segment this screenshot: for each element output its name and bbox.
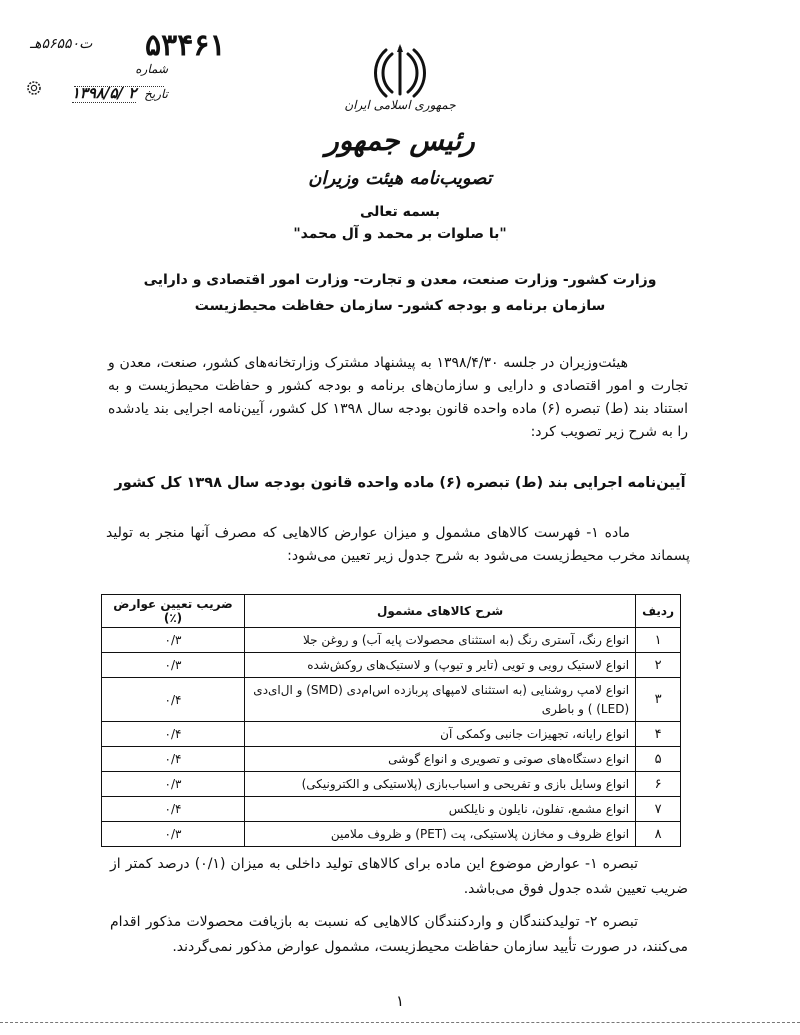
reference-code: ت۵۶۵۵۰هـ xyxy=(30,36,93,52)
table-row xyxy=(102,772,681,797)
table-row xyxy=(102,722,681,747)
row-number: ۴ xyxy=(636,722,681,747)
recipients-line-2: سازمان برنامه و بودجه کشور- سازمان حفاظت محیط‌زیست xyxy=(194,298,606,314)
row-number: ۷ xyxy=(636,797,681,822)
header-row-number: ردیف xyxy=(636,595,681,628)
row-number: ۵ xyxy=(636,747,681,772)
letter-number: ۵۳۴۶۱ xyxy=(145,28,226,63)
row-description: انواع لاستیک رویی و تویی (تایر و تیوپ) و لاستیک‌های روکش‌شده xyxy=(245,653,636,678)
emblem-icon xyxy=(370,44,430,100)
basmala: بسمه تعالی xyxy=(359,204,441,220)
row-number: ۸ xyxy=(636,822,681,847)
table-row xyxy=(102,628,681,653)
row-description: انواع وسایل بازی و تفریحی و اسباب‌بازی (پلاستیکی و الکترونیکی) xyxy=(245,772,636,797)
row-rate: ۰/۳ xyxy=(102,822,245,847)
article-1: ماده ۱- فهرست کالاهای مشمول و میزان عوارض کالاهایی که مصرف آنها منجر به تولید پسماند مخرب محیط‌زیست می‌شود به شرح جدول زیر تعیین می‌شود: xyxy=(106,525,690,564)
row-rate: ۰/۴ xyxy=(102,747,245,772)
row-description: انواع رایانه، تجهیزات جانبی وکمکی آن xyxy=(245,722,636,747)
note-2: تبصره ۲- تولیدکنندگان و واردکنندگان کالاهایی که نسبت به بازیافت محصولات مذکور اقدام می‌کنند، در صورت تأیید سازمان حفاظت محیط‌زیست، مشمول عوارض مذکور نمی‌گردند. xyxy=(110,914,688,955)
row-description: انواع لامپ روشنایی (به استثنای لامپهای پربازده اس‌ام‌دی (SMD) و ال‌ای‌دی (LED) ) و باطری xyxy=(245,678,636,722)
seal-icon xyxy=(26,80,42,96)
row-rate: ۰/۳ xyxy=(102,653,245,678)
intro-paragraph: هیئت‌وزیران در جلسه ۱۳۹۸/۴/۳۰ به پیشنهاد مشترک وزارتخانه‌های کشور، صنعت، معدن و تجارت و امور اقتصادی و دارایی و سازمان‌های برنامه و بودجه کشور و حفاظت محیط‌زیست و به استناد بند (ط) تبصره (۶) ماده واحده قانون بودجه سال ۱۳۹۸ کل کشور، آیین‌نامه اجرایی بند یادشده را به شرح زیر تصویب کرد: xyxy=(108,355,688,440)
row-description: انواع رنگ، آستری رنگ (به استثنای محصولات پایه آب) و روغن جلا xyxy=(245,628,636,653)
scan-edge-divider xyxy=(0,1022,800,1023)
row-rate: ۰/۴ xyxy=(102,722,245,747)
row-rate: ۰/۳ xyxy=(102,772,245,797)
row-number: ۱ xyxy=(636,628,681,653)
regulation-title: آیین‌نامه اجرایی بند (ط) تبصره (۶) ماده واحده قانون بودجه سال ۱۳۹۸ کل کشور xyxy=(114,475,686,491)
goods-table xyxy=(101,594,681,847)
table-row xyxy=(102,678,681,722)
table-row xyxy=(102,653,681,678)
row-description: انواع ظروف و مخازن پلاستیکی، پت (PET) و ظروف ملامین xyxy=(245,822,636,847)
table-header-row xyxy=(102,595,681,628)
row-rate: ۰/۴ xyxy=(102,797,245,822)
row-rate: ۰/۴ xyxy=(102,678,245,722)
header-description: شرح کالاهای مشمول xyxy=(245,595,636,628)
row-number: ۳ xyxy=(636,678,681,722)
note-1: تبصره ۱- عوارض موضوع این ماده برای کالاهای تولید داخلی به میزان (۰/۱) درصد کمتر از ضریب تعیین شده جدول فوق می‌باشد. xyxy=(110,856,688,897)
table-row xyxy=(102,822,681,847)
row-description: انواع دستگاه‌های صوتی و تصویری و انواع گوشی xyxy=(245,747,636,772)
document-type: تصویب‌نامه هیئت وزیران xyxy=(308,168,492,189)
row-description: انواع مشمع، تفلون، نایلون و نایلکس xyxy=(245,797,636,822)
country-name: جمهوری اسلامی ایران xyxy=(344,98,456,112)
salawat: "با صلوات بر محمد و آل محمد" xyxy=(293,226,507,242)
number-label: شماره xyxy=(135,62,168,76)
recipients-line-1: وزارت کشور- وزارت صنعت، معدن و تجارت- وزارت امور اقتصادی و دارایی xyxy=(143,272,657,288)
row-number: ۲ xyxy=(636,653,681,678)
row-rate: ۰/۳ xyxy=(102,628,245,653)
table-row xyxy=(102,797,681,822)
table-row xyxy=(102,747,681,772)
date-label: تاریخ xyxy=(144,87,168,101)
office-title: رئیس جمهور xyxy=(325,124,475,157)
date-line xyxy=(58,84,168,102)
header-rate: ضریب تعیین عوارض (٪) xyxy=(102,595,245,628)
date-value: ۱۳۹۸/۵/ ۲ xyxy=(71,84,137,102)
page-number: ۱ xyxy=(395,992,405,1010)
row-number: ۶ xyxy=(636,772,681,797)
